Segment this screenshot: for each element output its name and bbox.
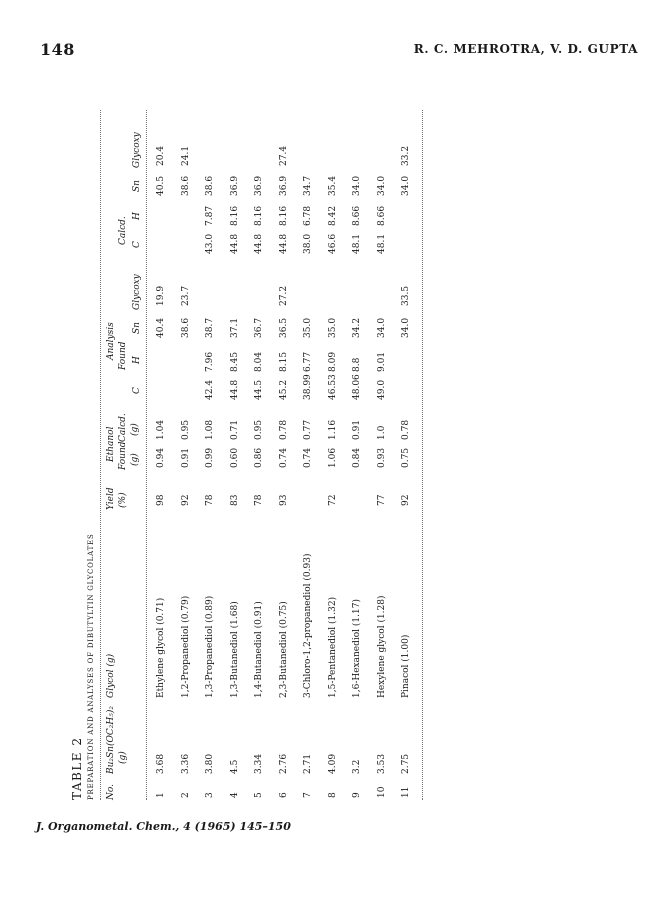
row-calcd-c: 44.8 xyxy=(229,233,240,254)
row-found-c: 38.99 xyxy=(303,374,313,400)
row-ethanol-found: 0.60 xyxy=(229,447,240,468)
row-calcd-sn: 38.6 xyxy=(180,175,191,196)
row-calcd-c: 44.8 xyxy=(278,233,289,254)
row-yield: 98 xyxy=(156,494,166,506)
row-calcd-glycoxy: 27.4 xyxy=(278,145,289,166)
row-no: 9 xyxy=(352,792,362,798)
header-ethanol-calcd: Calcd. xyxy=(118,413,128,442)
row-found-sn: 35.0 xyxy=(327,317,338,338)
row-found-glycoxy: 23.7 xyxy=(180,285,191,306)
row-amount: 2.75 xyxy=(401,753,411,774)
row-calcd-c: 38.0 xyxy=(303,233,313,254)
row-found-h: 6.77 xyxy=(303,351,313,372)
table-label: TABLE 2 xyxy=(70,736,84,800)
header-no: No. xyxy=(106,784,116,800)
header-ethanol: Ethanol xyxy=(106,426,116,462)
row-ethanol-calcd: 0.78 xyxy=(401,419,411,440)
row-yield: 77 xyxy=(376,494,387,506)
row-found-h: 8.45 xyxy=(229,351,240,372)
row-amount: 2.76 xyxy=(278,753,289,774)
row-glycol: 1,5-Pentanediol (1.32) xyxy=(327,596,338,698)
row-ethanol-found: 0.74 xyxy=(303,447,313,468)
row-no: 1 xyxy=(156,792,166,798)
row-calcd-sn: 34.0 xyxy=(376,175,387,196)
row-ethanol-found: 0.84 xyxy=(352,447,362,468)
row-found-sn: 34.0 xyxy=(376,317,387,338)
row-amount: 4.5 xyxy=(229,759,240,774)
row-amount: 3.36 xyxy=(180,753,191,774)
header-glycol: Glycol (g) xyxy=(106,653,116,698)
row-calcd-sn: 34.7 xyxy=(303,175,313,196)
row-found-c: 49.0 xyxy=(376,379,387,400)
row-glycol: Hexylene glycol (1.28) xyxy=(376,595,387,698)
row-found-glycoxy: 19.9 xyxy=(156,285,166,306)
row-found-glycoxy: 33.5 xyxy=(401,285,411,306)
row-found-sn: 40.4 xyxy=(156,317,166,338)
row-found-sn: 35.0 xyxy=(303,317,313,338)
row-glycol: 1,3-Propanediol (0.89) xyxy=(205,595,215,698)
row-no: 7 xyxy=(303,792,313,798)
row-ethanol-calcd: 1.04 xyxy=(156,419,166,440)
row-calcd-glycoxy: 24.1 xyxy=(180,145,191,166)
page-number: 148 xyxy=(40,40,75,59)
row-no: 3 xyxy=(205,792,215,798)
row-ethanol-calcd: 0.77 xyxy=(303,419,313,440)
row-found-c: 44.8 xyxy=(229,379,240,400)
row-ethanol-calcd: 0.95 xyxy=(254,419,264,440)
row-calcd-sn: 38.6 xyxy=(205,175,215,196)
row-calcd-sn: 34.0 xyxy=(401,175,411,196)
row-ethanol-found: 0.75 xyxy=(401,447,411,468)
row-amount: 3.68 xyxy=(156,753,166,774)
header-found-glycoxy: Glycoxy xyxy=(132,274,142,310)
row-yield: 92 xyxy=(180,494,191,506)
row-found-h: 8.15 xyxy=(278,351,289,372)
table-caption: PREPARATION AND ANALYSES OF DIBUTYLTIN GLYCOLATES xyxy=(87,533,95,800)
row-found-h: 8.8 xyxy=(352,357,362,372)
row-glycol: Pinacol (1.00) xyxy=(401,634,411,698)
row-calcd-glycoxy: 33.2 xyxy=(401,145,411,166)
row-ethanol-found: 0.91 xyxy=(180,447,191,468)
row-no: 4 xyxy=(229,792,240,798)
row-calcd-glycoxy: 20.4 xyxy=(156,145,166,166)
row-calcd-c: 48.1 xyxy=(352,233,362,254)
row-calcd-h: 8.16 xyxy=(278,205,289,226)
row-ethanol-calcd: 1.16 xyxy=(327,419,338,440)
header-ethanol-calcd-unit: (g) xyxy=(130,423,140,436)
row-found-glycoxy: 27.2 xyxy=(278,285,289,306)
row-glycol: 1,3-Butanediol (1.68) xyxy=(229,601,240,698)
row-found-c: 44.5 xyxy=(254,379,264,400)
row-calcd-c: 48.1 xyxy=(376,233,387,254)
row-ethanol-found: 0.86 xyxy=(254,447,264,468)
row-found-h: 8.04 xyxy=(254,351,264,372)
row-found-sn: 34.0 xyxy=(401,317,411,338)
row-ethanol-calcd: 0.71 xyxy=(229,419,240,440)
row-found-sn: 37.1 xyxy=(229,317,240,338)
header-calcd-h: H xyxy=(132,212,142,220)
header-dialkoxide-unit: (g) xyxy=(118,751,128,764)
row-ethanol-found: 0.94 xyxy=(156,447,166,468)
row-no: 8 xyxy=(327,792,338,798)
row-ethanol-calcd: 1.0 xyxy=(376,425,387,440)
row-amount: 3.34 xyxy=(254,753,264,774)
top-rule xyxy=(100,110,101,800)
header-dialkoxide: Bu₂Sn(OC₂H₅)₂ xyxy=(106,706,116,774)
row-calcd-h: 8.66 xyxy=(376,205,387,226)
header-calcd-c: C xyxy=(132,241,142,248)
row-yield: 78 xyxy=(254,494,264,506)
row-glycol: 1,4-Butanediol (0.91) xyxy=(254,601,264,698)
row-found-c: 48.06 xyxy=(352,374,362,400)
row-calcd-sn: 36.9 xyxy=(254,175,264,196)
row-ethanol-found: 1.06 xyxy=(327,447,338,468)
row-yield: 92 xyxy=(401,494,411,506)
header-ethanol-found-unit: (g) xyxy=(130,453,140,466)
row-yield: 83 xyxy=(229,494,240,506)
row-calcd-h: 6.78 xyxy=(303,205,313,226)
row-calcd-h: 8.16 xyxy=(229,205,240,226)
row-calcd-c: 43.0 xyxy=(205,233,215,254)
header-found-sn: Sn xyxy=(132,322,142,334)
row-calcd-h: 7.87 xyxy=(205,205,215,226)
row-found-sn: 38.7 xyxy=(205,317,215,338)
row-found-c: 46.53 xyxy=(327,374,338,400)
header-yield: Yield xyxy=(106,487,116,510)
row-glycol: Ethylene glycol (0.71) xyxy=(156,597,166,698)
header-found: Found xyxy=(118,341,128,370)
row-amount: 3.80 xyxy=(205,753,215,774)
rotated-table xyxy=(70,100,630,800)
row-yield: 72 xyxy=(327,494,338,506)
row-calcd-c: 44.8 xyxy=(254,233,264,254)
row-calcd-sn: 36.9 xyxy=(278,175,289,196)
row-ethanol-found: 0.74 xyxy=(278,447,289,468)
row-ethanol-calcd: 0.95 xyxy=(180,419,191,440)
footer-citation: J. Organometal. Chem., 4 (1965) 145–150 xyxy=(36,820,291,833)
row-ethanol-found: 0.99 xyxy=(205,447,215,468)
row-found-h: 7.96 xyxy=(205,351,215,372)
row-no: 11 xyxy=(401,786,411,798)
row-yield: 78 xyxy=(205,494,215,506)
row-calcd-h: 8.42 xyxy=(327,205,338,226)
row-found-h: 8.09 xyxy=(327,351,338,372)
header-calcd-sn: Sn xyxy=(132,180,142,192)
row-found-sn: 38.6 xyxy=(180,317,191,338)
header-calcd-glycoxy: Glycoxy xyxy=(132,132,142,168)
bottom-rule xyxy=(422,110,423,800)
row-ethanol-calcd: 0.91 xyxy=(352,419,362,440)
row-ethanol-found: 0.93 xyxy=(376,447,387,468)
row-ethanol-calcd: 1.08 xyxy=(205,419,215,440)
row-amount: 3.53 xyxy=(376,753,387,774)
row-found-sn: 34.2 xyxy=(352,317,362,338)
row-calcd-sn: 34.0 xyxy=(352,175,362,196)
header-rule xyxy=(146,110,147,800)
row-no: 2 xyxy=(180,792,191,798)
row-calcd-sn: 35.4 xyxy=(327,175,338,196)
row-amount: 2.71 xyxy=(303,753,313,774)
row-calcd-sn: 36.9 xyxy=(229,175,240,196)
row-found-c: 45.2 xyxy=(278,379,289,400)
header-found-h: H xyxy=(132,356,142,364)
row-calcd-sn: 40.5 xyxy=(156,175,166,196)
header-yield-unit: (%) xyxy=(118,492,128,508)
row-found-sn: 36.5 xyxy=(278,317,289,338)
header-found-c: C xyxy=(132,387,142,394)
row-ethanol-calcd: 0.78 xyxy=(278,419,289,440)
row-calcd-h: 8.16 xyxy=(254,205,264,226)
row-glycol: 2,3-Butanediol (0.75) xyxy=(278,601,289,698)
row-yield: 93 xyxy=(278,494,289,506)
header-ethanol-found: Found xyxy=(118,441,128,470)
row-amount: 3.2 xyxy=(352,759,362,774)
row-calcd-h: 8.66 xyxy=(352,205,362,226)
row-found-c: 42.4 xyxy=(205,379,215,400)
row-found-sn: 36.7 xyxy=(254,317,264,338)
row-no: 5 xyxy=(254,792,264,798)
row-glycol: 1,2-Propanediol (0.79) xyxy=(180,595,191,698)
row-no: 10 xyxy=(376,786,387,798)
row-found-h: 9.01 xyxy=(376,351,387,372)
header-analysis: Analysis xyxy=(106,322,116,360)
header-calcd: Calcd. xyxy=(118,216,128,245)
row-no: 6 xyxy=(278,792,289,798)
row-calcd-c: 46.6 xyxy=(327,233,338,254)
row-glycol: 3-Chloro-1,2-propanediol (0.93) xyxy=(303,553,313,698)
row-amount: 4.09 xyxy=(327,753,338,774)
row-glycol: 1,6-Hexanediol (1.17) xyxy=(352,599,362,698)
running-head: R. C. MEHROTRA, V. D. GUPTA xyxy=(413,42,638,56)
